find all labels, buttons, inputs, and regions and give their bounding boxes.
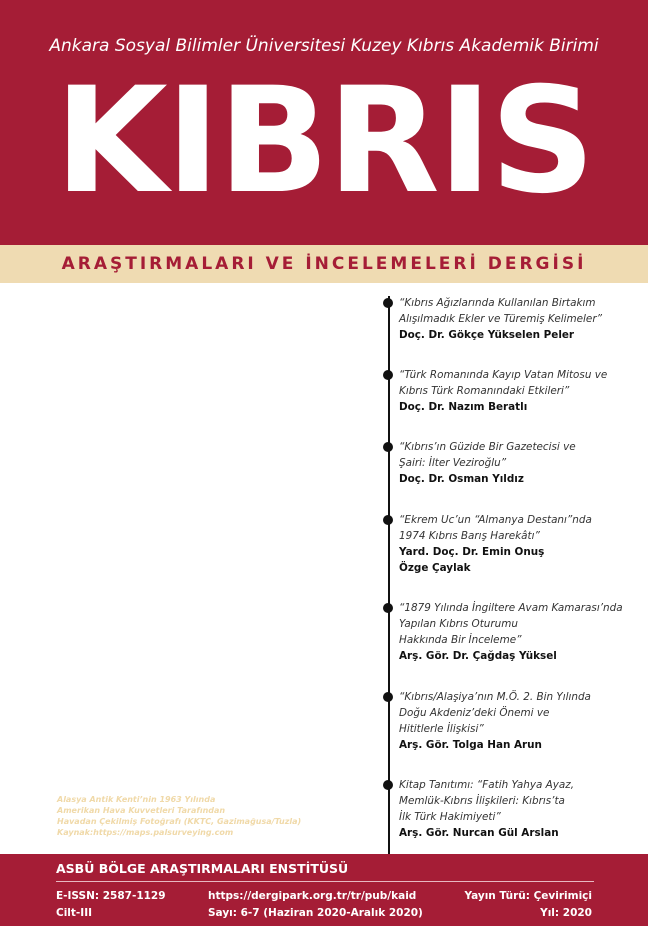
timeline-dot: [383, 442, 393, 452]
article-item: [378, 295, 643, 343]
article-title: “1879 Yılında İngiltere Avam Kamarası’nda Yapılan Kıbrıs Oturumu Hakkında Bir İnceleme”: [399, 602, 623, 646]
timeline-dot: [383, 692, 393, 702]
journal-url[interactable]: https://dergipark.org.tr/tr/pub/kaid: [208, 890, 417, 902]
header-band: [0, 0, 648, 245]
volume: Cilt-III: [56, 907, 93, 919]
article-item: [378, 600, 643, 664]
article-author: Doç. Dr. Osman Yıldız: [399, 473, 524, 485]
photo-credit-line: Alasya Antik Kenti’nin 1963 Yılında: [57, 795, 216, 804]
timeline-dot: [383, 298, 393, 308]
photo-credit: [57, 794, 317, 838]
article-title: “Ekrem Uc’un “Almanya Destanı”nda 1974 Kıbrıs Barış Harekâtı”: [399, 514, 592, 542]
article-title: Kitap Tanıtımı: “Fatih Yahya Ayaz, Memlük-Kıbrıs İlişkileri: Kıbrıs’ta İlk Türk Hakimiyeti”: [399, 779, 575, 823]
timeline-dot: [383, 603, 393, 613]
article-item: [378, 439, 643, 487]
article-item: [378, 367, 643, 415]
article-author: Arş. Gör. Dr. Çağdaş Yüksel: [399, 650, 557, 662]
article-item: [378, 777, 643, 841]
article-author: Arş. Gör. Nurcan Gül Arslan: [399, 827, 559, 839]
footer-band: [0, 854, 648, 926]
article-title: “Kıbrıs Ağızlarında Kullanılan Birtakım Alışılmadık Ekler ve Türemiş Kelimeler”: [399, 297, 602, 325]
timeline-dot: [383, 370, 393, 380]
photo-credit-line: Amerikan Hava Kuvvetleri Tarafından: [57, 806, 226, 815]
article-author: Doç. Dr. Nazım Beratlı: [399, 401, 528, 413]
photo-credit-line: Havadan Çekilmiş Fotoğrafı (KKTC, Gazimağusa/Tuzla): [57, 817, 302, 826]
article-author: Doç. Dr. Gökçe Yükselen Peler: [399, 329, 575, 341]
timeline-dot: [383, 515, 393, 525]
publication-year: Yıl: 2020: [540, 907, 592, 919]
article-item: [378, 689, 643, 753]
institute-name: ASBÜ BÖLGE ARAŞTIRMALARI ENSTİTÜSÜ: [56, 861, 349, 876]
issue-info: Sayı: 6-7 (Haziran 2020-Aralık 2020): [208, 907, 423, 919]
institution-name: Ankara Sosyal Bilimler Üniversitesi Kuzey Kıbrıs Akademik Birimi: [49, 36, 599, 56]
article-title: “Kıbrıs/Alaşiya’nın M.Ö. 2. Bin Yılında Doğu Akdeniz’deki Önemi ve Hititlerle İlişkisi”: [399, 691, 591, 735]
footer-divider: [56, 881, 594, 882]
article-author: Yard. Doç. Dr. Emin Onuş: [399, 546, 545, 558]
eissn: E-ISSN: 2587-1129: [56, 890, 166, 902]
article-title: “Türk Romanında Kayıp Vatan Mitosu ve Kıbrıs Türk Romanındaki Etkileri”: [399, 369, 608, 397]
article-author: Arş. Gör. Tolga Han Arun: [399, 739, 542, 751]
article-title: “Kıbrıs’ın Güzide Bir Gazetecisi ve Şairi: İlter Veziroğlu”: [399, 441, 576, 469]
article-item: [378, 512, 643, 576]
timeline-dot: [383, 780, 393, 790]
article-author: Özge Çaylak: [399, 562, 471, 574]
photo-credit-line: Kaynak:https://maps.palsurveying.com: [57, 828, 234, 837]
journal-subtitle: ARAŞTIRMALARI VE İNCELEMELERİ DERGİSİ: [61, 254, 587, 274]
subtitle-band: [0, 245, 648, 283]
publication-type: Yayın Türü: Çevirimiçi: [464, 890, 592, 902]
journal-title: KIBRIS: [54, 56, 594, 226]
